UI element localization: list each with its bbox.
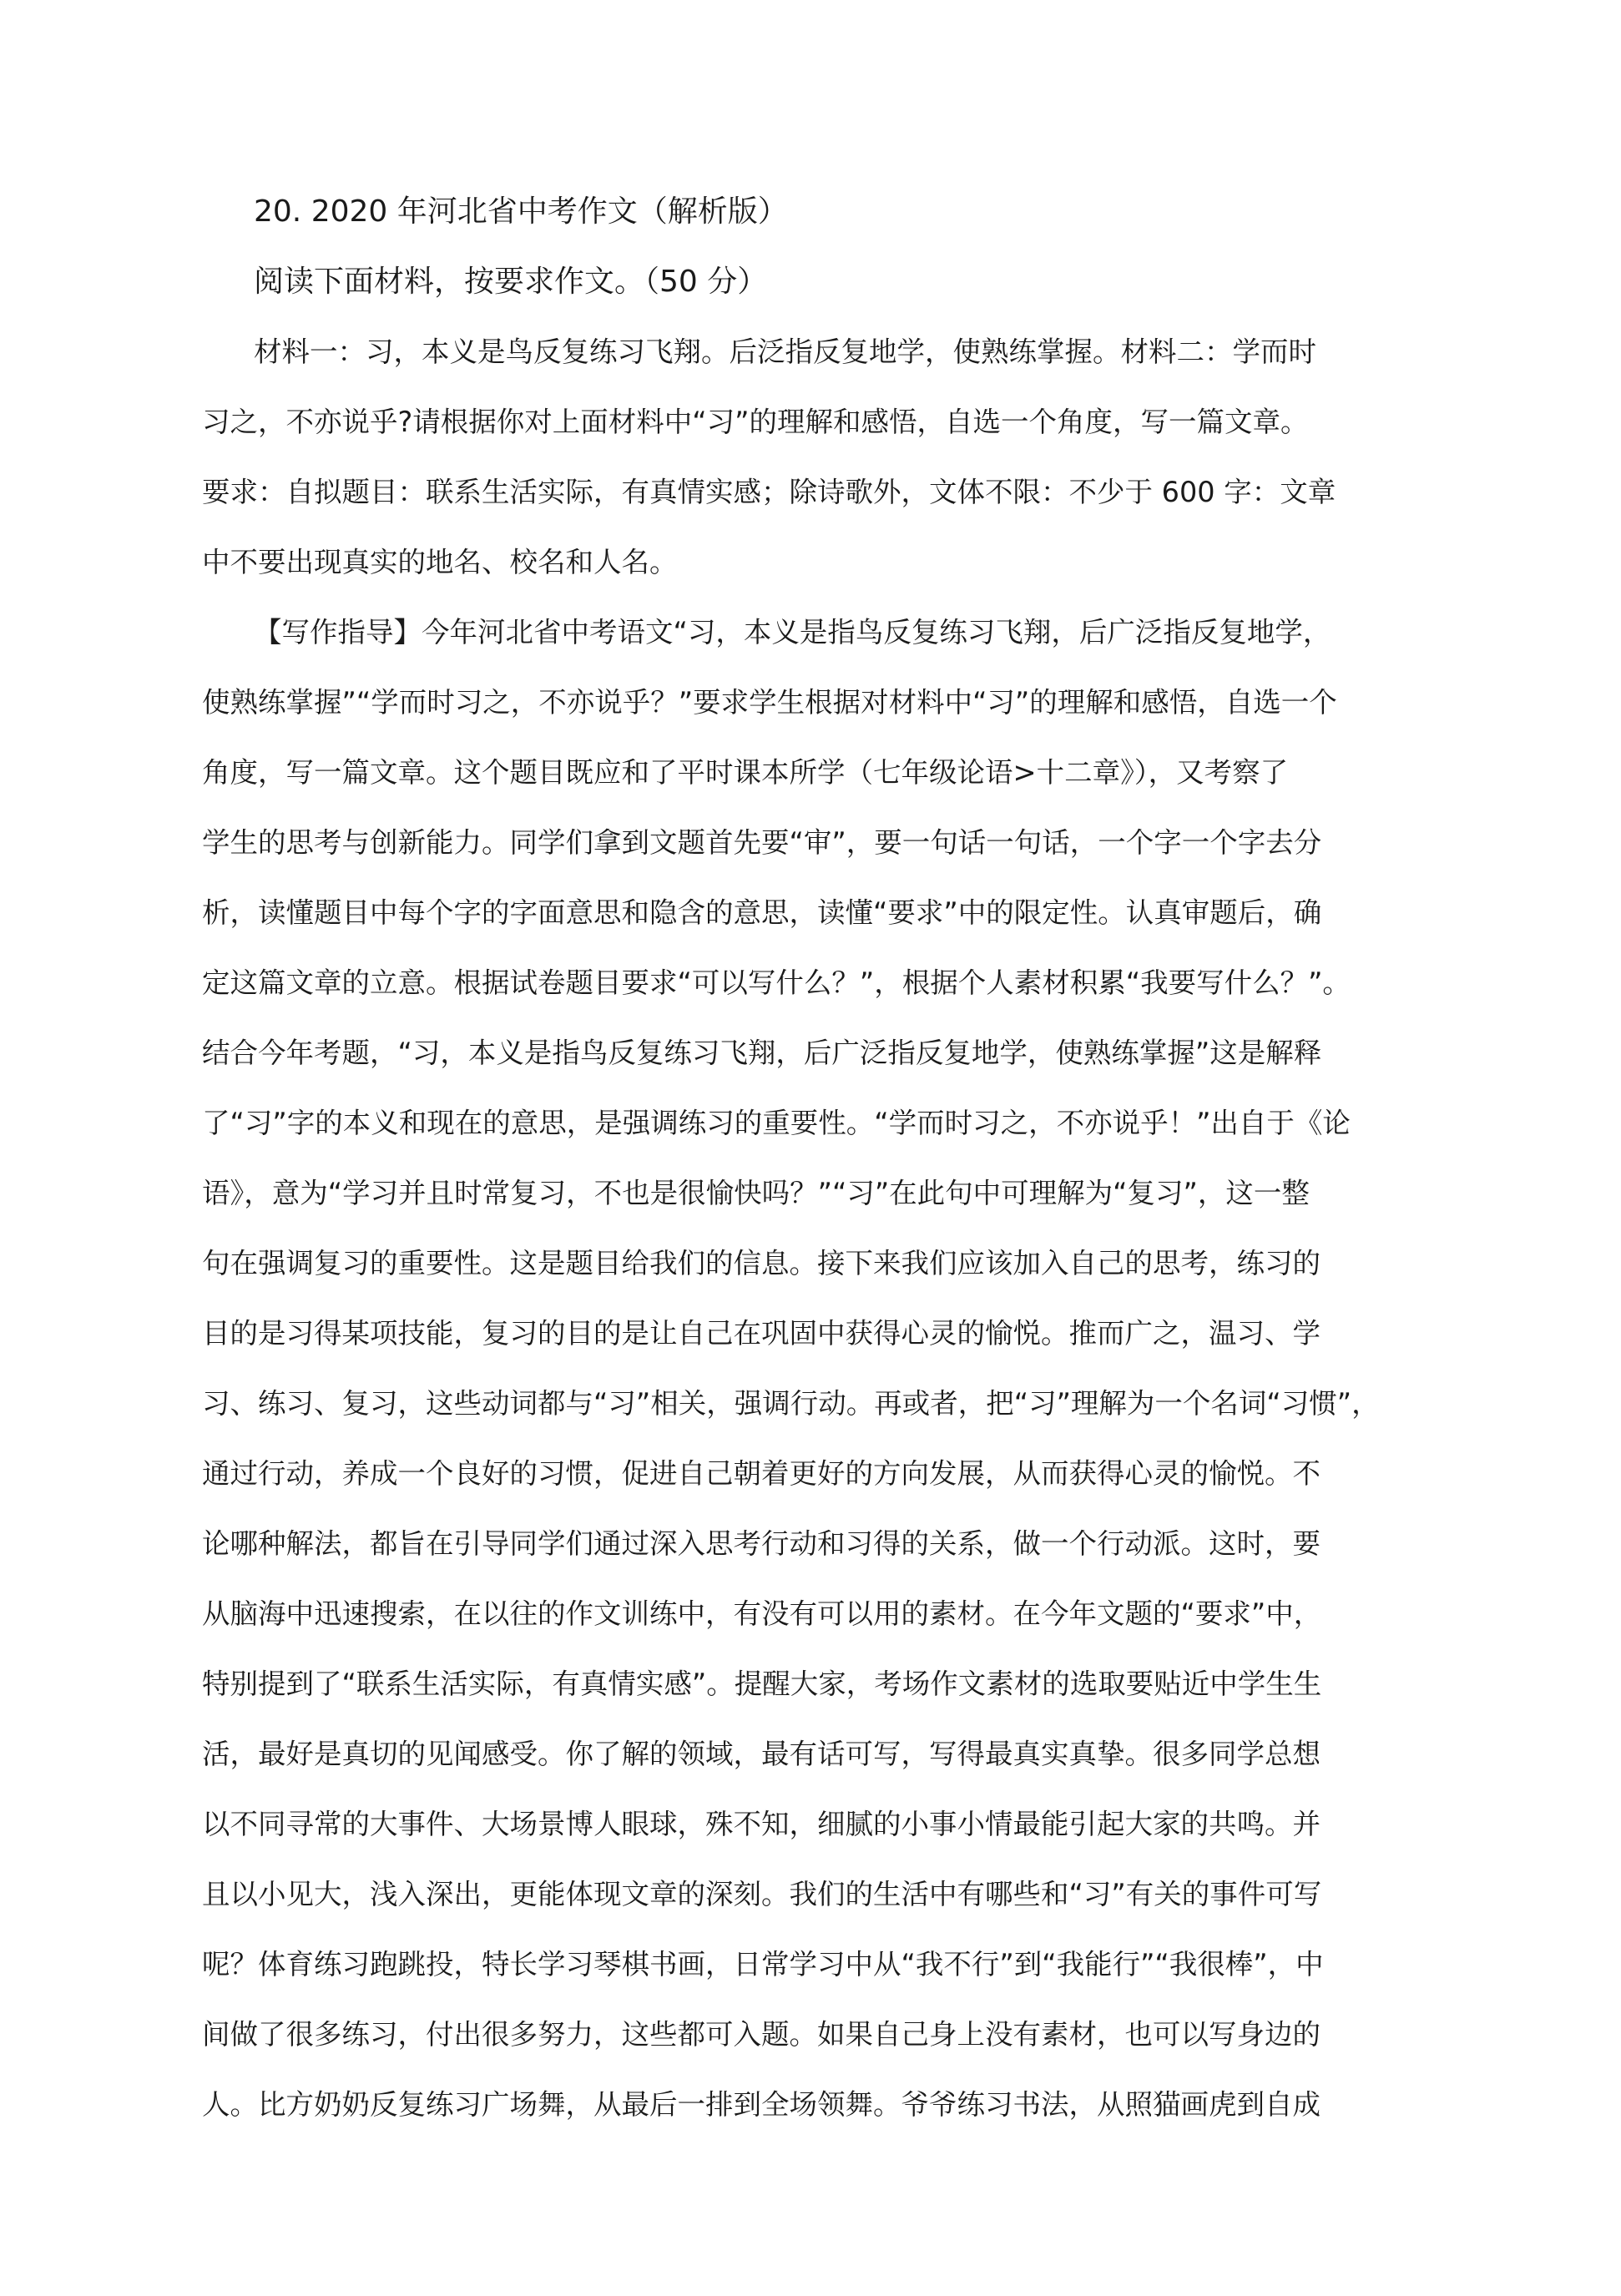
guidance-line: 【写作指导】今年河北省中考语文“习，本义是指鸟反复练习飞翔，后广泛指反复地学， — [254, 616, 1331, 648]
guidance-line: 使熟练掌握”“学而时习之，不亦说乎？”要求学生根据对材料中“习”的理解和感悟，自选一个 — [202, 686, 1337, 719]
guidance-line: 通过行动，养成一个良好的习惯，促进自己朝着更好的方向发展，从而获得心灵的愉悦。不 — [202, 1457, 1321, 1490]
document-page — [202, 177, 1436, 2140]
guidance-line: 结合今年考题，“习，本义是指鸟反复练习飞翔，后广泛指反复地学，使熟练掌握”这是解释 — [202, 1037, 1322, 1069]
instruction-text: 阅读下面材料，按要求作文。（50 分） — [254, 265, 768, 299]
guidance-line: 活，最好是真切的见闻感受。你了解的领域，最有话可写，写得最真实真挚。很多同学总想 — [202, 1738, 1321, 1770]
guidance-line: 特别提到了“联系生活实际，有真情实感”。提醒大家，考场作文素材的选取要贴近中学生生 — [202, 1668, 1322, 1700]
guidance-line: 人。比方奶奶反复练习广场舞，从最后一排到全场领舞。爷爷练习书法，从照猫画虎到自成 — [202, 2088, 1321, 2121]
guidance-line: 间做了很多练习，付出很多努力，这些都可入题。如果自己身上没有素材，也可以写身边的 — [202, 2018, 1321, 2051]
material-line: 习之，不亦说乎?请根据你对上面材料中“习”的理解和感悟，自选一个角度，写一篇文章。 — [202, 406, 1309, 438]
guidance-line: 句在强调复习的重要性。这是题目给我们的信息。接下来我们应该加入自己的思考，练习的 — [202, 1247, 1321, 1279]
guidance-line: 学生的思考与创新能力。同学们拿到文题首先要“审”，要一句话一句话，一个字一个字去分 — [202, 826, 1322, 859]
guidance-line: 目的是习得某项技能，复习的目的是让自己在巩固中获得心灵的愉悦。推而广之，温习、学 — [202, 1317, 1321, 1350]
guidance-line: 呢？体育练习跑跳投，特长学习琴棋书画，日常学习中从“我不行”到“我能行”“我很棒”，中 — [202, 1948, 1324, 1981]
document-title: 20. 2020 年河北省中考作文（解析版） — [254, 194, 788, 229]
guidance-line: 角度，写一篇文章。这个题目既应和了平时课本所学（七年级论语>十二章》），又考察了 — [202, 756, 1289, 789]
guidance-line: 析，读懂题目中每个字的字面意思和隐含的意思，读懂“要求”中的限定性。认真审题后，确 — [202, 896, 1322, 929]
guidance-line: 论哪种解法，都旨在引导同学们通过深入思考行动和习得的关系，做一个行动派。这时，要 — [202, 1527, 1321, 1560]
guidance-line: 语》，意为“学习并且时常复习，不也是很愉快吗？”“习”在此句中可理解为“复习”，这一整 — [202, 1177, 1310, 1209]
guidance-line: 定这篇文章的立意。根据试卷题目要求“可以写什么？”，根据个人素材积累“我要写什么？”。 — [202, 966, 1351, 999]
guidance-line: 了“习”字的本义和现在的意思，是强调练习的重要性。“学而时习之，不亦说乎！”出自于《论 — [202, 1107, 1351, 1139]
guidance-line: 以不同寻常的大事件、大场景博人眼球，殊不知，细腻的小事小情最能引起大家的共鸣。并 — [202, 1808, 1321, 1840]
material-line: 中不要出现真实的地名、校名和人名。 — [202, 546, 678, 578]
guidance-line: 且以小见大，浅入深出，更能体现文章的深刻。我们的生活中有哪些和“习”有关的事件可写 — [202, 1878, 1322, 1910]
material-line: 要求：自拟题目：联系生活实际，有真情实感；除诗歌外，文体不限：不少于 600 字：文章 — [202, 476, 1336, 508]
guidance-line: 习、练习、复习，这些动词都与“习”相关，强调行动。再或者，把“习”理解为一个名词“习惯”， — [202, 1387, 1380, 1420]
material-line: 材料一：习，本义是鸟反复练习飞翔。后泛指反复地学，使熟练掌握。材料二：学而时 — [254, 336, 1316, 368]
guidance-line: 从脑海中迅速搜索，在以往的作文训练中，有没有可以用的素材。在今年文题的“要求”中， — [202, 1597, 1322, 1630]
